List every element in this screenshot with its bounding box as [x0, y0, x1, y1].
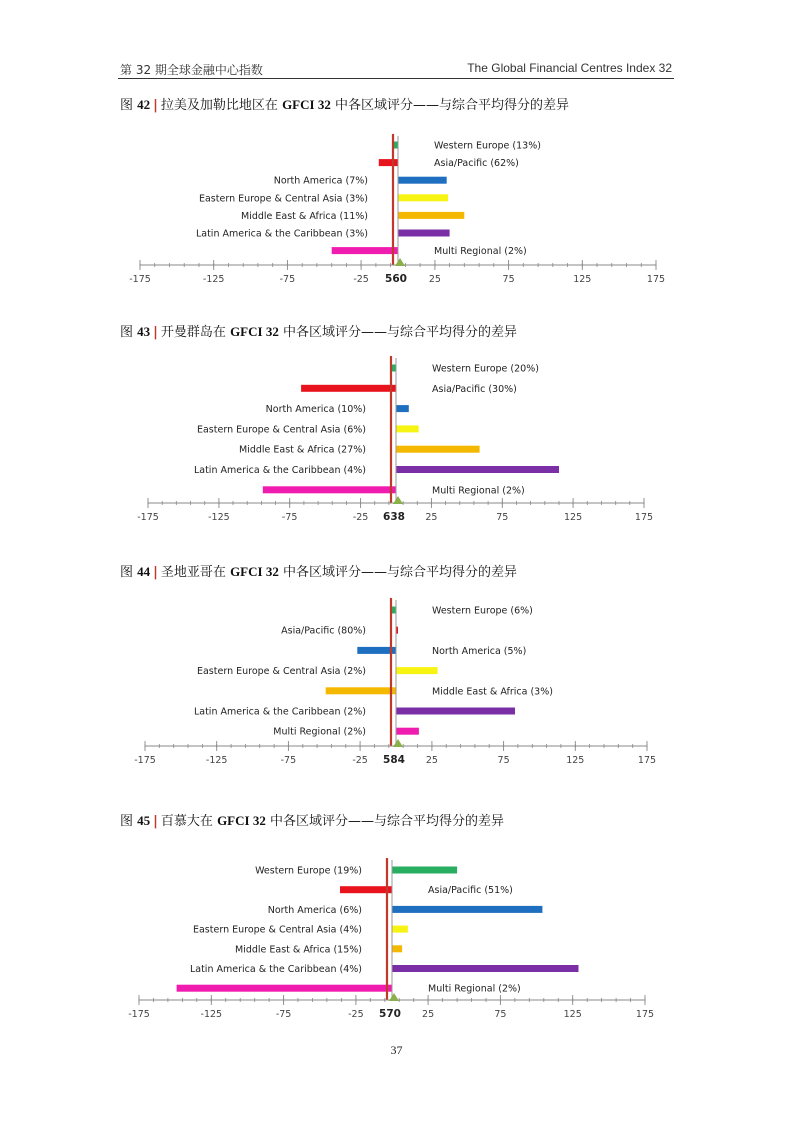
caption-number: 45 [137, 813, 151, 828]
bar-label: Western Europe (19%) [255, 865, 362, 877]
bar-label: Asia/Pacific (80%) [281, 625, 366, 637]
center-score-label: 560 [385, 273, 407, 285]
x-tick-label: -125 [208, 512, 230, 523]
bar-label: Latin America & the Caribbean (4%) [193, 465, 366, 476]
x-tick-label: -125 [202, 274, 225, 285]
x-tick-label: 175 [634, 512, 654, 523]
x-tick-label: 175 [637, 755, 657, 766]
center-score-label: 570 [379, 1008, 401, 1020]
x-tick-label: 175 [646, 274, 666, 285]
page-number: 37 [390, 1043, 403, 1057]
bar-label: Western Europe (20%) [432, 363, 539, 375]
caption-post: 中各区域评分——与综合平均得分的差异 [282, 565, 517, 580]
bar-label: Western Europe (13%) [434, 140, 541, 152]
bar-label: Latin America & the Caribbean (2%) [193, 706, 366, 718]
x-tick-label: 75 [494, 1009, 507, 1020]
x-tick-label: -25 [353, 274, 369, 285]
x-tick-label: 75 [497, 755, 510, 766]
x-tick-label: -125 [205, 755, 228, 766]
caption-gfci: GFCI 32 [230, 324, 279, 339]
bar-north-america- [392, 906, 542, 913]
center-score-label: 584 [383, 754, 405, 766]
header-right-title: The Global Financial Centres Index 32 [467, 61, 672, 75]
caption-gfci: GFCI 32 [217, 813, 266, 828]
caption-post: 中各区域评分——与综合平均得分的差异 [282, 325, 517, 340]
x-tick-label: -175 [128, 1009, 150, 1020]
bar-asia-pacific- [340, 886, 392, 893]
bar-label: North America (10%) [265, 404, 366, 416]
x-tick-label: 175 [635, 1009, 655, 1020]
bar-multi-regional- [177, 985, 392, 992]
x-tick-label: -75 [275, 1009, 292, 1020]
bar-label: Eastern Europe & Central Asia (3%) [198, 193, 368, 205]
center-score-label: 638 [383, 511, 405, 523]
x-tick-label: 25 [425, 512, 438, 523]
bar-label: Eastern Europe & Central Asia (2%) [196, 666, 366, 678]
x-tick-label: -25 [352, 755, 368, 766]
average-marker-triangle [389, 993, 399, 1001]
bar-label: Multi Regional (2%) [434, 246, 527, 258]
caption-post: 中各区域评分——与综合平均得分的差异 [269, 814, 504, 829]
bar-latin-america-the-caribbean- [392, 965, 579, 972]
x-tick-label: 25 [422, 1009, 435, 1020]
x-tick-label: 125 [564, 512, 583, 523]
caption-gfci: GFCI 32 [230, 564, 279, 579]
caption-divider: | [153, 814, 158, 829]
caption-number: 43 [137, 324, 151, 339]
caption-pre: 开曼群岛在 [160, 325, 226, 340]
caption-pre: 拉美及加勒比地区在 [160, 98, 278, 113]
x-tick-label: -25 [352, 512, 369, 523]
x-tick-label: -75 [279, 274, 296, 285]
bar-middle-east-africa- [392, 945, 402, 952]
caption-prefix: 图 [120, 565, 134, 580]
bar-label: Middle East & Africa (3%) [432, 686, 553, 698]
bar-label: Asia/Pacific (51%) [428, 885, 513, 897]
x-tick-label: -75 [281, 512, 298, 523]
bar-label: North America (7%) [273, 175, 368, 187]
caption-gfci: GFCI 32 [282, 97, 331, 112]
bar-label: Latin America & the Caribbean (4%) [189, 964, 362, 975]
caption-prefix: 图 [120, 98, 134, 113]
bar-label: Middle East & Africa (27%) [239, 444, 366, 456]
caption-prefix: 图 [120, 325, 134, 340]
caption-divider: | [153, 565, 158, 580]
x-tick-label: -175 [134, 755, 156, 766]
x-tick-label: 25 [425, 755, 438, 766]
bar-eastern-europe-central-asia- [392, 926, 408, 933]
x-tick-label: 75 [502, 274, 515, 285]
bar-label: Middle East & Africa (15%) [235, 944, 362, 956]
bar-label: Western Europe (6%) [432, 605, 533, 617]
bar-label: Eastern Europe & Central Asia (6%) [196, 424, 366, 436]
caption-divider: | [153, 98, 158, 113]
caption-prefix: 图 [120, 814, 134, 829]
x-tick-label: 125 [563, 1009, 582, 1020]
bar-label: Asia/Pacific (30%) [432, 383, 517, 395]
bar-label: Asia/Pacific (62%) [434, 158, 519, 170]
caption-number: 44 [137, 564, 151, 579]
x-tick-label: -175 [129, 274, 151, 285]
caption-post: 中各区域评分——与综合平均得分的差异 [334, 98, 569, 113]
x-tick-label: -75 [280, 755, 297, 766]
x-tick-label: -125 [200, 1009, 223, 1020]
x-tick-label: 25 [428, 274, 441, 285]
bar-western-europe- [392, 867, 457, 874]
bar-label: Latin America & the Caribbean (3%) [195, 228, 368, 240]
bar-label: Eastern Europe & Central Asia (4%) [192, 924, 362, 936]
x-tick-label: 125 [566, 755, 585, 766]
x-tick-label: 125 [573, 274, 592, 285]
caption-divider: | [153, 325, 158, 340]
bar-label: Middle East & Africa (11%) [241, 210, 368, 222]
caption-number: 42 [137, 97, 151, 112]
bar-label: North America (5%) [432, 645, 527, 657]
bar-label: Multi Regional (2%) [273, 726, 366, 738]
x-tick-label: -175 [137, 512, 159, 523]
bar-label: Multi Regional (2%) [428, 983, 521, 995]
caption-pre: 圣地亚哥在 [160, 565, 226, 580]
bar-label: North America (6%) [267, 904, 362, 916]
header-left-title: 第 32 期全球金融中心指数 [120, 63, 263, 77]
x-tick-label: -25 [348, 1009, 364, 1020]
x-tick-label: 75 [496, 512, 509, 523]
bar-label: Multi Regional (2%) [432, 485, 525, 497]
caption-pre: 百慕大在 [160, 814, 213, 829]
